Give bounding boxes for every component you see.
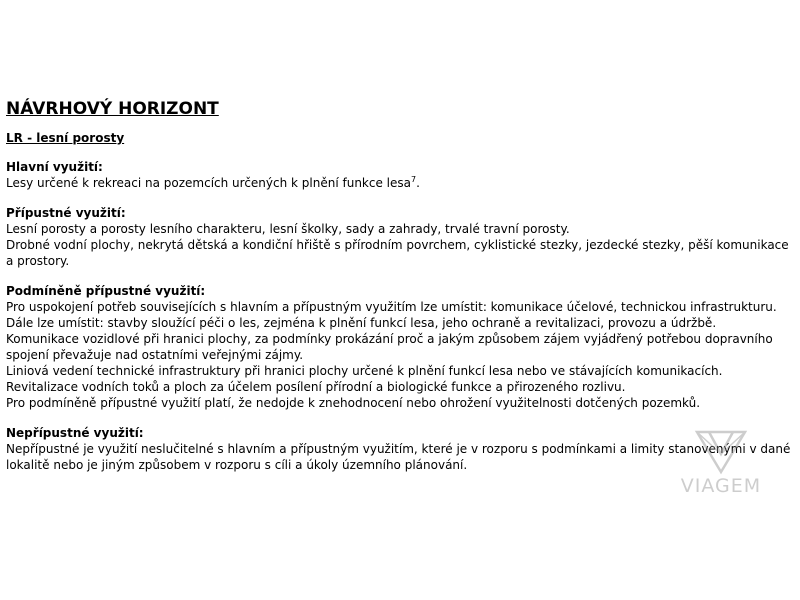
section-heading: Podmíněně přípustné využití: [6, 284, 206, 298]
section-paragraph: Liniová vedení technické infrastruktury při hranici plochy určené k plnění funkcí lesa nebo ve stávajících komunikacích. [6, 364, 723, 378]
section-conditional-use [6, 283, 796, 411]
section-main-use [6, 159, 796, 191]
section-paragraph: Nepřípustné je využití neslučitelné s hlavním a přípustným využitím, které je v rozporu s podmínkami a limity stanovenými v dané lokalitě nebo je jiným způsobem v rozporu s cíli a úkoly územního plánování. [6, 442, 791, 472]
section-heading: Nepřípustné využití: [6, 426, 144, 440]
section-paragraph: Drobné vodní plochy, nekrytá dětská a kondiční hřiště s přírodním povrchem, cyklistické stezky, jezdecké stezky, pěší komunikace a prostory. [6, 238, 789, 268]
section-paragraph: Lesní porosty a porosty lesního charakteru, lesní školky, sady a zahrady, trvalé travní porosty. [6, 222, 570, 236]
watermark-text: VIAGEM [680, 475, 762, 497]
section-paragraph: Pro uspokojení potřeb souvisejících s hlavním a přípustným využitím lze umístit: komunikace účelové, technickou infrastrukturu. [6, 300, 777, 314]
document-title: NÁVRHOVÝ HORIZONT [6, 99, 219, 119]
section-heading: Přípustné využití: [6, 206, 126, 220]
section-paragraph: Pro podmíněně přípustné využití platí, že nedojde k znehodnocení nebo ohrožení využitelnosti dotčených pozemků. [6, 396, 701, 410]
document-subtitle: LR - lesní porosty [6, 131, 125, 145]
section-prohibited-use [6, 425, 796, 473]
footnote-marker: 7 [411, 175, 417, 184]
section-paragraph: Komunikace vozidlové při hranici plochy, za podmínky prokázání proč a jakým způsobem zájem vyjádřený potřebou dopravního spojení převažuje nad ostatními veřejnými zájmy. [6, 332, 773, 362]
section-permitted-use [6, 205, 796, 269]
document-body [6, 98, 796, 487]
section-heading: Hlavní využití: [6, 160, 103, 174]
section-paragraph: Dále lze umístit: stavby sloužící péči o les, zejména k plnění funkcí lesa, jeho ochraně a revitalizaci, provozu a údržbě. [6, 316, 717, 330]
section-paragraph: Revitalizace vodních toků a ploch za účelem posílení přírodní a biologické funkce a přirozeného rozlivu. [6, 380, 626, 394]
section-paragraph: Lesy určené k rekreaci na pozemcích určených k plnění funkce lesa$^7$. [6, 175, 420, 190]
